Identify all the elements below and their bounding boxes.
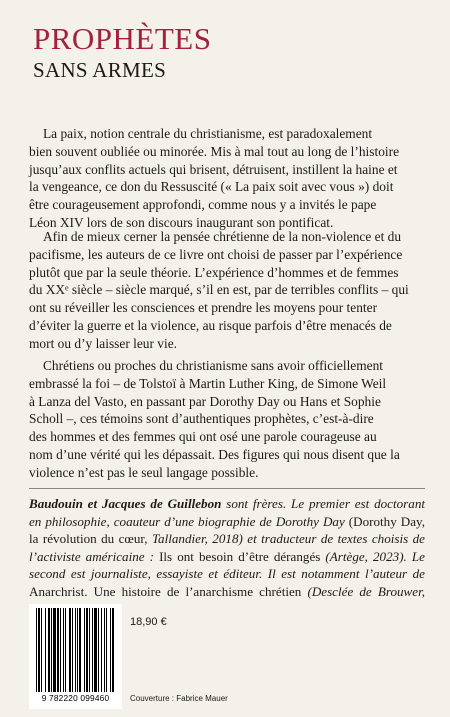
section-divider (29, 488, 425, 489)
summary-paragraph-3: Chrétiens ou proches du christianisme sans avoir officiellement embrassé la foi – de Tolstoï à Martin Luther King, de Simone Weil à Lanza del Vasto, en passant par Dorothy Day ou Hans et Sophie Scholl –, ces témoins sont d’authentiques prophètes, c’est-à-dire des hommes et des femmes qui ont osé une parole courageuse au nom d’une vérité qui les dépassait. Des figures qui nous disent que la violence n’est pas le seul langage possible. (29, 358, 400, 480)
isbn-digits: 9 782220 099460 (41, 693, 110, 703)
bio-text-4: (Desclée de Brouwer, (307, 583, 426, 599)
author-names: Baudouin et Jacques de Guillebon (29, 496, 222, 511)
bio-text-1: sont frères. Le premier est doctorant en philosophie, coauteur d’une biographie de Dorothy Day (29, 496, 426, 529)
bio-text-2: Tallandier, 2018) et traducteur de textes choisis de l’activiste américaine : (29, 531, 425, 564)
bio-book-3: Anarchrist. Une histoire de l’anarchisme chrétien (29, 583, 302, 599)
book-title: PROPHÈTES (33, 21, 212, 56)
barcode-icon (35, 608, 116, 692)
cover-credit: Couverture : Fabrice Mauer (130, 694, 228, 703)
book-subtitle: SANS ARMES (33, 58, 167, 82)
summary-paragraph-2: Afin de mieux cerner la pensée chrétienne de la non-violence et du pacifisme, les auteurs de ce livre ont choisi de passer par l’expérience plutôt que par la seule théorie. L’expérience d’hommes et de femmes du XXᵉ siècle – siècle marqué, s’il en est, par de terribles conflits – qui ont su réveiller les consciences et prendre les moyens pour tenter d’éviter la guerre et la violence, au risque parfois d’être menacés de mort ou d’y laisser leur vie. (29, 229, 409, 351)
isbn-barcode (29, 604, 122, 709)
summary-paragraph-1: La paix, notion centrale du christianisme, est paradoxalement bien souvent oubliée ou minorée. Mis à mal tout au long de l’histoire jusqu’aux conflits actuels qui brisent, détruisent, instillent la haine et la vengeance, ce don du Ressuscité (« La paix soit avec vous ») doit être courageusement approfondi, comme nous y a invités le pape Léon XIV lors de son discours inaugurant son pontificat. (29, 126, 400, 230)
bio-text-3: (Artège, 2023). Le second est journaliste, essayiste et éditeur. Il est notamment l’auteur de (29, 548, 425, 582)
author-bio (29, 495, 425, 618)
price: 18,90 € (130, 616, 167, 628)
bio-book-2: Ils ont besoin d’être dérangés (159, 548, 321, 564)
bio-book-1: (Dorothy Day, la révolution du cœur, (29, 513, 425, 547)
